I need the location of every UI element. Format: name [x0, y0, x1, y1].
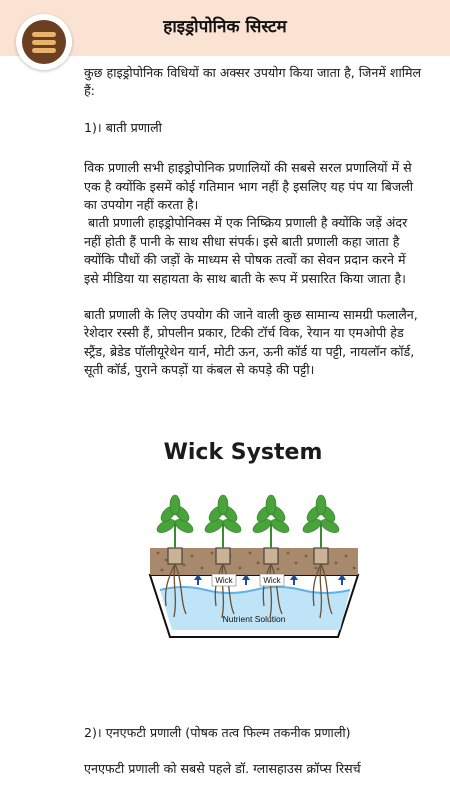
- intro-text: कुछ हाइड्रोपोनिक विधियों का अक्सर उपयोग किया जाता है, जिनमें शामिल हैं:: [84, 65, 422, 99]
- wick-label-right: Wick: [263, 576, 281, 585]
- wick-system-diagram: [88, 422, 398, 662]
- wick-paragraph-1: विक प्रणाली सभी हाइड्रोपोनिक प्रणालियों की सबसे सरल प्रणालियों में से एक है क्योंकि इसमें कोई गतिमान भाग नहीं है इसलिए यह पंप या बिजली का उपयोग नहीं करता है।: [84, 160, 414, 213]
- section-heading-wick: 1)। बाती प्रणाली: [84, 119, 162, 135]
- wick-label-left: Wick: [215, 576, 233, 585]
- diagram-title: Wick System: [163, 440, 323, 465]
- section-heading-nft: 2)। एनएफटी प्रणाली (पोषक तत्व फिल्म तकनीक प्रणाली): [84, 725, 351, 740]
- article-body-continued: [84, 724, 424, 779]
- menu-button[interactable]: [16, 14, 72, 70]
- article-body: [84, 64, 424, 380]
- nutrient-solution-label: Nutrient Solution: [222, 614, 286, 624]
- wick-system-illustration: [88, 422, 398, 662]
- hamburger-menu-icon: [22, 20, 66, 64]
- page-title: हाइड्रोपोनिक सिस्टम: [163, 17, 287, 37]
- nft-paragraph-1: एनएफटी प्रणाली को सबसे पहले डॉ. ग्लासहाउस क्रॉप्स रिसर्च: [84, 761, 361, 777]
- wick-paragraph-3: बाती प्रणाली के लिए उपयोग की जाने वाली कुछ सामान्य सामग्री फलालैन, रेशेदार रस्सी हैं, प्रोपलीन प्रकार, टिकी टॉर्च विक, रेयान या एमओपी हेड स्ट्रैंड, ब्रेडेड पॉलीयूरेथेन यार्न, मोटी ऊन, ऊनी कॉर्ड या पट्टी, नायलॉन कॉर्ड, सूती कॉर्ड, पुराने कपड़ों या कंबल से कपड़े की पट्टी।: [84, 307, 418, 378]
- wick-paragraph-2: बाती प्रणाली हाइड्रोपोनिक्स में एक निष्क्रिय प्रणाली है क्योंकि जड़ें अंदर नहीं होती हैं पानी के साथ सीधा संपर्क। इसे बाती प्रणाली कहा जाता है क्योंकि पौधों की जड़ों के माध्यम से पोषक तत्वों का सेवन प्रदान करने में इसे मीडिया या सहायता के साथ बाती के रूप में प्रसारित किया जाता है।: [84, 215, 408, 286]
